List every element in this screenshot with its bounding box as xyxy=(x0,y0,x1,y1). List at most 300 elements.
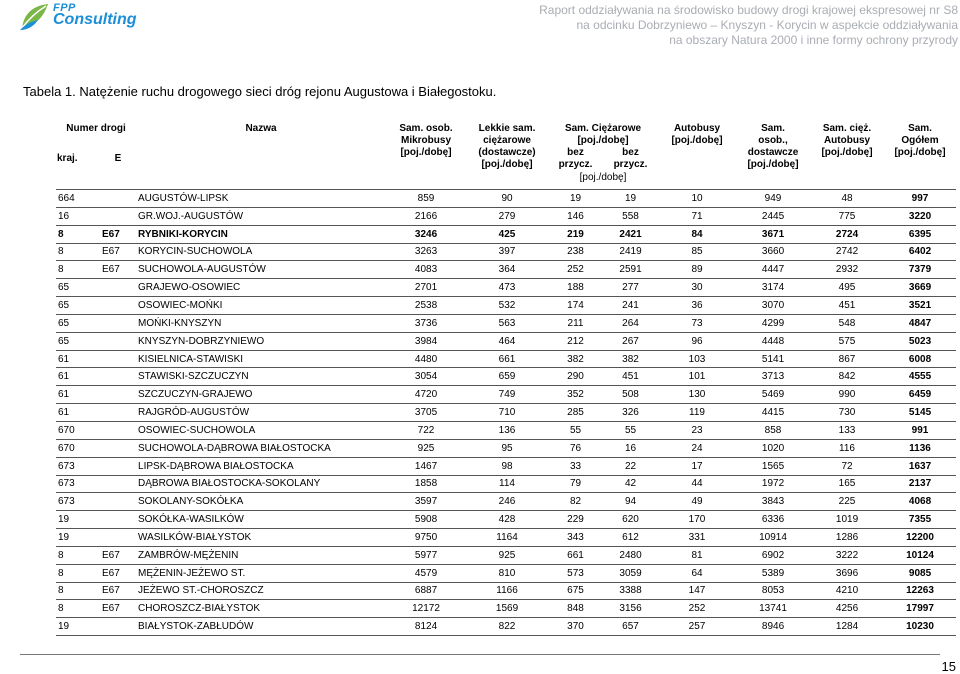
cell-lekkie: 246 xyxy=(466,493,548,511)
cell-nazwa: GR.WOJ.-AUGUSTÓW xyxy=(136,207,386,225)
table-row xyxy=(56,564,956,582)
cell-autobusy: 30 xyxy=(658,279,736,297)
cell-ogolem: 1637 xyxy=(884,457,956,475)
cell-e xyxy=(100,529,136,547)
cell-ogolem: 3521 xyxy=(884,297,956,315)
table-row xyxy=(56,261,956,279)
header-ogolem: Sam. Ogółem [poj./dobę] xyxy=(894,123,946,158)
cell-autobusy: 331 xyxy=(658,529,736,547)
cell-bez-przycz-1: 229 xyxy=(548,511,603,529)
header-line-3: na obszary Natura 2000 i inne formy ochrony przyrody xyxy=(669,33,958,47)
cell-e xyxy=(100,297,136,315)
cell-e: E67 xyxy=(100,582,136,600)
cell-bez-przycz-2: 3388 xyxy=(603,582,658,600)
table-row xyxy=(56,368,956,386)
cell-nazwa: STAWISKI-SZCZUCZYN xyxy=(136,368,386,386)
table-row xyxy=(56,600,956,618)
cell-mikrobusy: 9750 xyxy=(386,529,466,547)
header-line-2: na odcinku Dobrzyniewo – Knyszyn - Korycin w aspekcie oddziaływania xyxy=(576,18,958,32)
cell-e xyxy=(100,207,136,225)
cell-bez-przycz-1: 661 xyxy=(548,546,603,564)
cell-mikrobusy: 2166 xyxy=(386,207,466,225)
cell-mikrobusy: 1858 xyxy=(386,475,466,493)
cell-bez-przycz-1: 343 xyxy=(548,529,603,547)
cell-e xyxy=(100,618,136,636)
cell-kraj: 65 xyxy=(56,314,100,332)
cell-bez-przycz-1: 212 xyxy=(548,332,603,350)
cell-autobusy: 257 xyxy=(658,618,736,636)
cell-ciez-autobusy: 730 xyxy=(810,404,884,422)
cell-mikrobusy: 3705 xyxy=(386,404,466,422)
cell-kraj: 8 xyxy=(56,546,100,564)
cell-nazwa: WASILKÓW-BIAŁYSTOK xyxy=(136,529,386,547)
cell-bez-przycz-2: 2480 xyxy=(603,546,658,564)
cell-bez-przycz-2: 2591 xyxy=(603,261,658,279)
cell-e xyxy=(100,386,136,404)
cell-kraj: 8 xyxy=(56,600,100,618)
cell-nazwa: BIAŁYSTOK-ZABŁUDÓW xyxy=(136,618,386,636)
cell-mikrobusy: 1467 xyxy=(386,457,466,475)
cell-mikrobusy: 3263 xyxy=(386,243,466,261)
cell-bez-przycz-2: 382 xyxy=(603,350,658,368)
cell-nazwa: KNYSZYN-DOBRZYNIEWO xyxy=(136,332,386,350)
cell-mikrobusy: 859 xyxy=(386,190,466,208)
header-e: E xyxy=(114,153,122,164)
cell-ogolem: 12263 xyxy=(884,582,956,600)
cell-bez-przycz-1: 370 xyxy=(548,618,603,636)
cell-kraj: 61 xyxy=(56,350,100,368)
cell-bez-przycz-2: 42 xyxy=(603,475,658,493)
cell-e: E67 xyxy=(100,225,136,243)
company-logo xyxy=(18,2,138,32)
cell-nazwa: MOŃKI-KNYSZYN xyxy=(136,314,386,332)
cell-ogolem: 2137 xyxy=(884,475,956,493)
cell-osob-dostawcze: 5469 xyxy=(736,386,810,404)
cell-bez-przycz-2: 16 xyxy=(603,439,658,457)
cell-bez-przycz-1: 211 xyxy=(548,314,603,332)
cell-bez-przycz-1: 79 xyxy=(548,475,603,493)
cell-nazwa: OSOWIEC-SUCHOWOLA xyxy=(136,421,386,439)
cell-autobusy: 96 xyxy=(658,332,736,350)
cell-lekkie: 659 xyxy=(466,368,548,386)
cell-ogolem: 10124 xyxy=(884,546,956,564)
cell-lekkie: 473 xyxy=(466,279,548,297)
header-kraj: kraj. xyxy=(57,153,78,164)
cell-ciez-autobusy: 165 xyxy=(810,475,884,493)
cell-osob-dostawcze: 4447 xyxy=(736,261,810,279)
table-row xyxy=(56,404,956,422)
cell-mikrobusy: 4083 xyxy=(386,261,466,279)
cell-kraj: 65 xyxy=(56,297,100,315)
cell-ogolem: 5145 xyxy=(884,404,956,422)
cell-bez-przycz-1: 33 xyxy=(548,457,603,475)
cell-osob-dostawcze: 3070 xyxy=(736,297,810,315)
cell-ciez-autobusy: 1019 xyxy=(810,511,884,529)
cell-e: E67 xyxy=(100,243,136,261)
table-row xyxy=(56,297,956,315)
cell-autobusy: 170 xyxy=(658,511,736,529)
logo-text-fpp: FPP xyxy=(53,2,76,14)
table-row xyxy=(56,511,956,529)
cell-kraj: 65 xyxy=(56,279,100,297)
cell-ogolem: 4068 xyxy=(884,493,956,511)
cell-e: E67 xyxy=(100,600,136,618)
cell-e xyxy=(100,190,136,208)
cell-mikrobusy: 2538 xyxy=(386,297,466,315)
cell-ogolem: 4555 xyxy=(884,368,956,386)
cell-bez-przycz-2: 3156 xyxy=(603,600,658,618)
cell-e xyxy=(100,511,136,529)
cell-bez-przycz-2: 451 xyxy=(603,368,658,386)
cell-osob-dostawcze: 858 xyxy=(736,421,810,439)
cell-lekkie: 90 xyxy=(466,190,548,208)
table-row xyxy=(56,190,956,208)
cell-bez-przycz-1: 252 xyxy=(548,261,603,279)
cell-e xyxy=(100,350,136,368)
cell-mikrobusy: 5977 xyxy=(386,546,466,564)
cell-kraj: 16 xyxy=(56,207,100,225)
cell-ogolem: 997 xyxy=(884,190,956,208)
cell-e xyxy=(100,332,136,350)
logo-leaf-icon xyxy=(18,2,52,32)
cell-bez-przycz-2: 2421 xyxy=(603,225,658,243)
cell-e xyxy=(100,279,136,297)
cell-autobusy: 130 xyxy=(658,386,736,404)
logo-text-consulting: Consulting xyxy=(53,11,137,28)
cell-ciez-autobusy: 3222 xyxy=(810,546,884,564)
cell-bez-przycz-2: 94 xyxy=(603,493,658,511)
cell-kraj: 673 xyxy=(56,457,100,475)
cell-bez-przycz-2: 277 xyxy=(603,279,658,297)
table-row xyxy=(56,350,956,368)
cell-e xyxy=(100,421,136,439)
cell-ciez-autobusy: 72 xyxy=(810,457,884,475)
cell-autobusy: 64 xyxy=(658,564,736,582)
cell-nazwa: GRAJEWO-OSOWIEC xyxy=(136,279,386,297)
header-ciezarowe-unit: [poj./dobę] xyxy=(579,172,627,183)
cell-mikrobusy: 2701 xyxy=(386,279,466,297)
cell-ciez-autobusy: 1284 xyxy=(810,618,884,636)
cell-e: E67 xyxy=(100,546,136,564)
cell-lekkie: 1164 xyxy=(466,529,548,547)
cell-osob-dostawcze: 6902 xyxy=(736,546,810,564)
table-row xyxy=(56,386,956,404)
cell-kraj: 670 xyxy=(56,421,100,439)
cell-ciez-autobusy: 4210 xyxy=(810,582,884,600)
cell-bez-przycz-2: 241 xyxy=(603,297,658,315)
table-row xyxy=(56,457,956,475)
table-row xyxy=(56,618,956,636)
cell-lekkie: 925 xyxy=(466,546,548,564)
cell-autobusy: 89 xyxy=(658,261,736,279)
cell-bez-przycz-2: 326 xyxy=(603,404,658,422)
cell-autobusy: 17 xyxy=(658,457,736,475)
cell-mikrobusy: 4480 xyxy=(386,350,466,368)
cell-ciez-autobusy: 990 xyxy=(810,386,884,404)
cell-nazwa: ZAMBRÓW-MĘŻENIN xyxy=(136,546,386,564)
cell-mikrobusy: 8124 xyxy=(386,618,466,636)
cell-bez-przycz-1: 573 xyxy=(548,564,603,582)
traffic-table xyxy=(56,121,956,636)
cell-autobusy: 252 xyxy=(658,600,736,618)
page-number: 15 xyxy=(941,659,956,674)
cell-ogolem: 991 xyxy=(884,421,956,439)
cell-ciez-autobusy: 133 xyxy=(810,421,884,439)
cell-autobusy: 101 xyxy=(658,368,736,386)
cell-mikrobusy: 6887 xyxy=(386,582,466,600)
cell-mikrobusy: 3984 xyxy=(386,332,466,350)
cell-autobusy: 85 xyxy=(658,243,736,261)
cell-osob-dostawcze: 5389 xyxy=(736,564,810,582)
header-lekkie-ciezarowe: Lekkie sam. ciężarowe (dostawcze) [poj./dobę] xyxy=(478,123,536,170)
cell-lekkie: 661 xyxy=(466,350,548,368)
table-row xyxy=(56,529,956,547)
cell-nazwa: AUGUSTÓW-LIPSK xyxy=(136,190,386,208)
cell-ciez-autobusy: 775 xyxy=(810,207,884,225)
cell-bez-przycz-2: 19 xyxy=(603,190,658,208)
cell-osob-dostawcze: 1020 xyxy=(736,439,810,457)
cell-kraj: 61 xyxy=(56,386,100,404)
cell-ciez-autobusy: 2742 xyxy=(810,243,884,261)
cell-bez-przycz-2: 657 xyxy=(603,618,658,636)
cell-ciez-autobusy: 2724 xyxy=(810,225,884,243)
cell-e xyxy=(100,457,136,475)
cell-ogolem: 1136 xyxy=(884,439,956,457)
cell-kraj: 673 xyxy=(56,493,100,511)
table-row xyxy=(56,332,956,350)
footer-divider xyxy=(20,654,940,655)
cell-osob-dostawcze: 4299 xyxy=(736,314,810,332)
cell-bez-przycz-2: 508 xyxy=(603,386,658,404)
cell-kraj: 8 xyxy=(56,582,100,600)
cell-bez-przycz-1: 238 xyxy=(548,243,603,261)
cell-autobusy: 24 xyxy=(658,439,736,457)
cell-osob-dostawcze: 1972 xyxy=(736,475,810,493)
cell-bez-przycz-1: 352 xyxy=(548,386,603,404)
cell-osob-dostawcze: 8053 xyxy=(736,582,810,600)
cell-ciez-autobusy: 842 xyxy=(810,368,884,386)
cell-bez-przycz-2: 612 xyxy=(603,529,658,547)
cell-bez-przycz-2: 3059 xyxy=(603,564,658,582)
cell-ogolem: 12200 xyxy=(884,529,956,547)
cell-mikrobusy: 12172 xyxy=(386,600,466,618)
cell-e xyxy=(100,314,136,332)
cell-osob-dostawcze: 13741 xyxy=(736,600,810,618)
cell-mikrobusy: 5908 xyxy=(386,511,466,529)
traffic-table-container xyxy=(56,121,946,636)
cell-e xyxy=(100,439,136,457)
cell-autobusy: 73 xyxy=(658,314,736,332)
cell-ogolem: 6459 xyxy=(884,386,956,404)
cell-bez-przycz-1: 188 xyxy=(548,279,603,297)
cell-autobusy: 44 xyxy=(658,475,736,493)
cell-osob-dostawcze: 3671 xyxy=(736,225,810,243)
cell-ogolem: 4847 xyxy=(884,314,956,332)
cell-e xyxy=(100,493,136,511)
cell-bez-przycz-1: 382 xyxy=(548,350,603,368)
cell-osob-dostawcze: 3174 xyxy=(736,279,810,297)
cell-mikrobusy: 4720 xyxy=(386,386,466,404)
cell-mikrobusy: 925 xyxy=(386,439,466,457)
table-row xyxy=(56,493,956,511)
cell-autobusy: 84 xyxy=(658,225,736,243)
table-row xyxy=(56,243,956,261)
cell-osob-dostawcze: 3713 xyxy=(736,368,810,386)
cell-nazwa: SOKOLANY-SOKÓŁKA xyxy=(136,493,386,511)
cell-mikrobusy: 722 xyxy=(386,421,466,439)
cell-nazwa: OSOWIEC-MOŃKI xyxy=(136,297,386,315)
cell-ciez-autobusy: 575 xyxy=(810,332,884,350)
cell-lekkie: 425 xyxy=(466,225,548,243)
cell-bez-przycz-1: 675 xyxy=(548,582,603,600)
cell-osob-dostawcze: 5141 xyxy=(736,350,810,368)
cell-bez-przycz-1: 76 xyxy=(548,439,603,457)
cell-lekkie: 532 xyxy=(466,297,548,315)
cell-bez-przycz-1: 174 xyxy=(548,297,603,315)
header-ciez-autobusy: Sam. cięż. Autobusy [poj./dobę] xyxy=(821,123,873,158)
table-row xyxy=(56,314,956,332)
cell-nazwa: RYBNIKI-KORYCIN xyxy=(136,225,386,243)
cell-kraj: 8 xyxy=(56,564,100,582)
cell-osob-dostawcze: 949 xyxy=(736,190,810,208)
header-autobusy: Autobusy [poj./dobę] xyxy=(671,123,723,146)
header-mikrobusy: Sam. osob. Mikrobusy [poj./dobę] xyxy=(399,123,453,158)
cell-autobusy: 147 xyxy=(658,582,736,600)
cell-kraj: 19 xyxy=(56,511,100,529)
table-row xyxy=(56,582,956,600)
cell-ciez-autobusy: 495 xyxy=(810,279,884,297)
cell-kraj: 8 xyxy=(56,243,100,261)
cell-mikrobusy: 3054 xyxy=(386,368,466,386)
cell-ciez-autobusy: 867 xyxy=(810,350,884,368)
cell-osob-dostawcze: 2445 xyxy=(736,207,810,225)
header-numer-drogi: Numer drogi xyxy=(66,123,126,134)
cell-lekkie: 95 xyxy=(466,439,548,457)
cell-nazwa: MĘŻENIN-JEŻEWO ST. xyxy=(136,564,386,582)
table-row xyxy=(56,225,956,243)
cell-e xyxy=(100,368,136,386)
header-line-1: Raport oddziaływania na środowisko budowy drogi krajowej ekspresowej nr S8 xyxy=(539,3,958,17)
cell-ogolem: 7355 xyxy=(884,511,956,529)
cell-lekkie: 114 xyxy=(466,475,548,493)
cell-bez-przycz-2: 264 xyxy=(603,314,658,332)
cell-ciez-autobusy: 48 xyxy=(810,190,884,208)
table-row xyxy=(56,279,956,297)
cell-bez-przycz-1: 19 xyxy=(548,190,603,208)
cell-ogolem: 6395 xyxy=(884,225,956,243)
cell-nazwa: CHOROSZCZ-BIAŁYSTOK xyxy=(136,600,386,618)
cell-lekkie: 136 xyxy=(466,421,548,439)
cell-lekkie: 1166 xyxy=(466,582,548,600)
cell-ciez-autobusy: 3696 xyxy=(810,564,884,582)
cell-bez-przycz-1: 848 xyxy=(548,600,603,618)
cell-bez-przycz-1: 146 xyxy=(548,207,603,225)
cell-ciez-autobusy: 4256 xyxy=(810,600,884,618)
cell-nazwa: SUCHOWOLA-AUGUSTÓW xyxy=(136,261,386,279)
table-row xyxy=(56,439,956,457)
cell-osob-dostawcze: 3660 xyxy=(736,243,810,261)
cell-autobusy: 81 xyxy=(658,546,736,564)
cell-lekkie: 98 xyxy=(466,457,548,475)
cell-ogolem: 10230 xyxy=(884,618,956,636)
cell-autobusy: 119 xyxy=(658,404,736,422)
cell-ogolem: 6008 xyxy=(884,350,956,368)
cell-ogolem: 3220 xyxy=(884,207,956,225)
cell-nazwa: JEŻEWO ST.-CHOROSZCZ xyxy=(136,582,386,600)
cell-mikrobusy: 3736 xyxy=(386,314,466,332)
header-bez-przycz-2: bez przycz. xyxy=(613,147,648,170)
cell-kraj: 65 xyxy=(56,332,100,350)
cell-ogolem: 9085 xyxy=(884,564,956,582)
cell-kraj: 19 xyxy=(56,618,100,636)
cell-ciez-autobusy: 225 xyxy=(810,493,884,511)
cell-lekkie: 749 xyxy=(466,386,548,404)
cell-ciez-autobusy: 548 xyxy=(810,314,884,332)
cell-lekkie: 279 xyxy=(466,207,548,225)
cell-nazwa: LIPSK-DĄBROWA BIAŁOSTOCKA xyxy=(136,457,386,475)
cell-bez-przycz-2: 2419 xyxy=(603,243,658,261)
cell-kraj: 670 xyxy=(56,439,100,457)
cell-bez-przycz-1: 285 xyxy=(548,404,603,422)
cell-lekkie: 364 xyxy=(466,261,548,279)
cell-kraj: 8 xyxy=(56,261,100,279)
cell-osob-dostawcze: 3843 xyxy=(736,493,810,511)
cell-nazwa: RAJGRÓD-AUGUSTÓW xyxy=(136,404,386,422)
cell-lekkie: 428 xyxy=(466,511,548,529)
cell-kraj: 19 xyxy=(56,529,100,547)
header-ciezarowe: Sam. Ciężarowe [poj./dobę] xyxy=(564,123,642,146)
cell-e: E67 xyxy=(100,261,136,279)
cell-autobusy: 10 xyxy=(658,190,736,208)
cell-e xyxy=(100,475,136,493)
cell-autobusy: 36 xyxy=(658,297,736,315)
cell-nazwa: SUCHOWOLA-DĄBROWA BIAŁOSTOCKA xyxy=(136,439,386,457)
cell-mikrobusy: 3246 xyxy=(386,225,466,243)
table-row xyxy=(56,207,956,225)
cell-bez-przycz-2: 55 xyxy=(603,421,658,439)
cell-lekkie: 1569 xyxy=(466,600,548,618)
cell-ciez-autobusy: 2932 xyxy=(810,261,884,279)
cell-bez-przycz-1: 82 xyxy=(548,493,603,511)
cell-osob-dostawcze: 10914 xyxy=(736,529,810,547)
cell-autobusy: 23 xyxy=(658,421,736,439)
cell-lekkie: 710 xyxy=(466,404,548,422)
cell-ogolem: 5023 xyxy=(884,332,956,350)
cell-lekkie: 464 xyxy=(466,332,548,350)
cell-ciez-autobusy: 451 xyxy=(810,297,884,315)
header-bez-przycz-1: bez przycz. xyxy=(558,147,593,170)
table-row xyxy=(56,546,956,564)
cell-nazwa: KORYCIN-SUCHOWOLA xyxy=(136,243,386,261)
cell-bez-przycz-2: 558 xyxy=(603,207,658,225)
cell-ogolem: 17997 xyxy=(884,600,956,618)
header-nazwa: Nazwa xyxy=(245,123,277,134)
cell-kraj: 61 xyxy=(56,404,100,422)
cell-autobusy: 49 xyxy=(658,493,736,511)
cell-nazwa: SZCZUCZYN-GRAJEWO xyxy=(136,386,386,404)
cell-osob-dostawcze: 4448 xyxy=(736,332,810,350)
cell-kraj: 61 xyxy=(56,368,100,386)
cell-lekkie: 563 xyxy=(466,314,548,332)
cell-bez-przycz-1: 219 xyxy=(548,225,603,243)
cell-bez-przycz-2: 267 xyxy=(603,332,658,350)
cell-ciez-autobusy: 1286 xyxy=(810,529,884,547)
cell-osob-dostawcze: 4415 xyxy=(736,404,810,422)
cell-lekkie: 822 xyxy=(466,618,548,636)
cell-autobusy: 103 xyxy=(658,350,736,368)
table-body xyxy=(56,190,956,636)
cell-kraj: 8 xyxy=(56,225,100,243)
